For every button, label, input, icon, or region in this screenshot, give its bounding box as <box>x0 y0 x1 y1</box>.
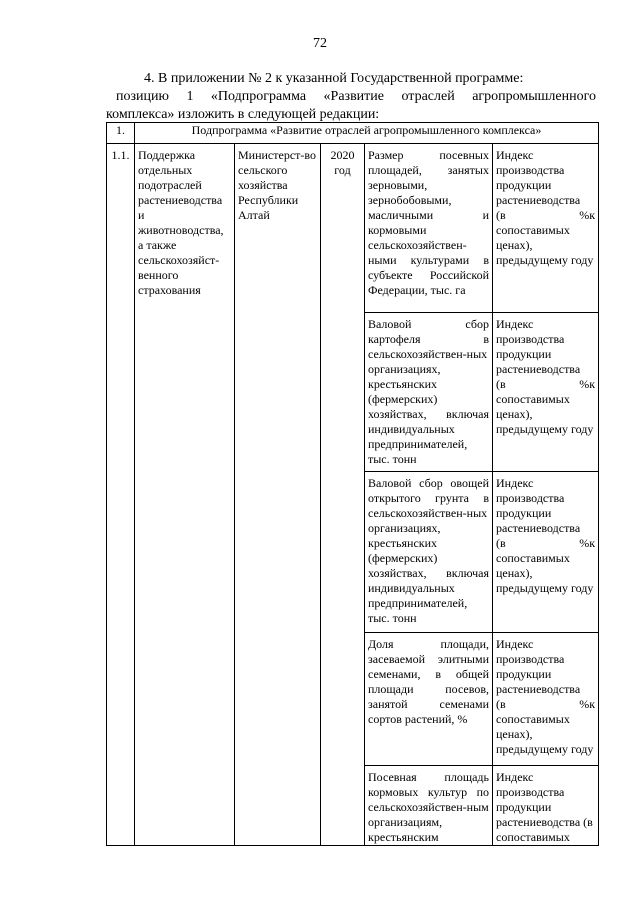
result-cell <box>493 472 599 633</box>
table-header-row <box>107 123 599 144</box>
indicator-cell: Валовой сбор картофеля в сельскохозяйствен-ных организациях, крестьянских (фермерских) хозяйствах, включая индивидуальных предпринимателей, тыс. тонн <box>365 313 493 472</box>
result-cell <box>493 633 599 766</box>
result-prefix: Индекс производства продукции растениеводства <box>496 317 581 376</box>
result-prefix: Индекс производства продукции растениеводства <box>496 476 581 535</box>
table-row <box>107 144 599 313</box>
intro-line-1: 4. В приложении № 2 к указанной Государственной программе: <box>144 71 524 86</box>
result-comparable: (в сопоставимых ценах), <box>496 536 570 580</box>
result-comparable: (в сопоставимых ценах), <box>496 377 570 421</box>
row-number: 1.1. <box>107 144 135 846</box>
executor-cell: Министерст-во сельского хозяйства Республики Алтай <box>235 144 321 846</box>
intro-line-2: позицию 1 «Подпрограмма «Развитие отраслей агропромышленного <box>116 89 596 104</box>
program-table <box>106 122 599 846</box>
result-percent: % <box>579 208 590 222</box>
result-cell <box>493 313 599 472</box>
result-comparable-line <box>496 377 595 422</box>
result-percent: % <box>579 536 590 550</box>
indicator-cell: Доля площади, засеваемой элитными семенами, в общей площади посевов, занятой семенами сортов растений, % <box>365 633 493 766</box>
header-number: 1. <box>107 123 135 144</box>
result-prefix: Индекс производства продукции растениеводства <box>496 148 581 207</box>
result-suffix: предыдущему году <box>496 581 594 595</box>
result-k: к <box>589 377 596 391</box>
result-suffix: предыдущему году <box>496 253 594 267</box>
result-comparable-line <box>496 536 595 581</box>
header-title: Подпрограмма «Развитие отраслей агропромышленного комплекса» <box>135 123 599 144</box>
result-suffix: предыдущему году <box>496 742 594 756</box>
result-suffix: предыдущему году <box>496 422 594 436</box>
result-comparable-line <box>496 208 595 253</box>
indicator-cell: Валовой сбор овощей открытого грунта в сельскохозяйствен-ных организациях, крестьянских (фермерских) хозяйствах, включая индивидуальных предпринимателей, тыс. тонн <box>365 472 493 633</box>
result-cell: Индекс производства продукции растениеводства (в сопоставимых <box>493 766 599 846</box>
intro-line-3: комплекса» изложить в следующей редакции: <box>106 107 380 122</box>
indicator-cell: Размер посевных площадей, занятых зерновыми, зернобобовыми, масличными и кормовыми сельскохозяйствен-ными культурами в субъекте Российской Федерации, тыс. га <box>365 144 493 313</box>
result-comparable: (в сопоставимых ценах), <box>496 208 570 252</box>
result-cell <box>493 144 599 313</box>
indicator-cell: Посевная площадь кормовых культур по сельскохозяйствен-ным организациям, крестьянским <box>365 766 493 846</box>
result-percent: % <box>579 697 590 711</box>
result-prefix: Индекс производства продукции растениеводства <box>496 637 581 696</box>
result-comparable-line <box>496 697 595 742</box>
result-k: к <box>589 536 596 550</box>
result-comparable: (в сопоставимых ценах), <box>496 697 570 741</box>
page-number: 72 <box>313 36 327 51</box>
measure-cell: Поддержка отдельных подотраслей растениеводства и животноводства, а также сельскохозяйст-венного страхования <box>135 144 235 846</box>
result-k: к <box>589 208 596 222</box>
result-percent: % <box>579 377 590 391</box>
result-k: к <box>589 697 596 711</box>
year-cell: 2020 год <box>321 144 365 846</box>
intro-paragraph <box>106 70 596 124</box>
